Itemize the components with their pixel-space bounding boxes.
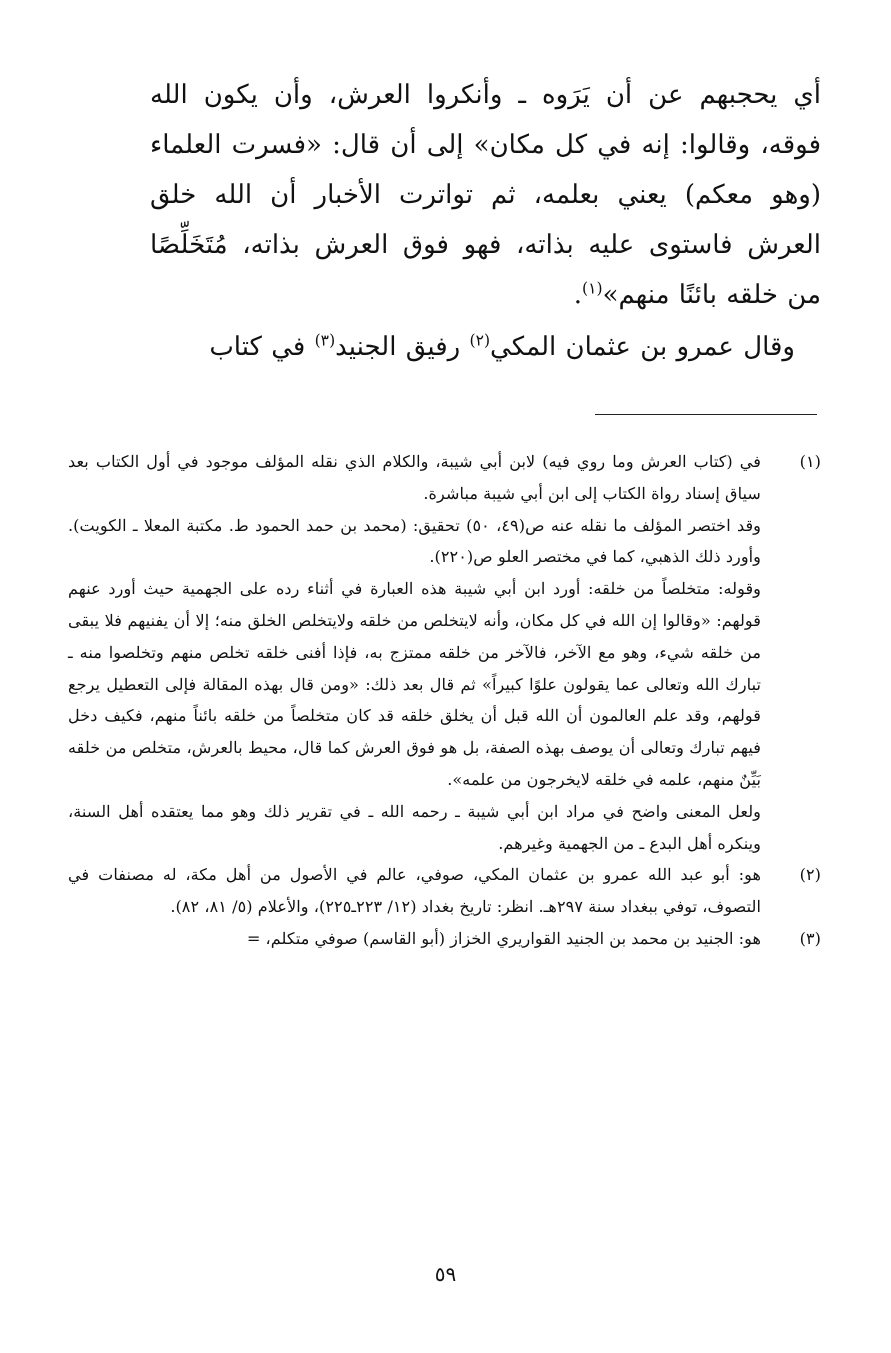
- footnote-paragraph: هو: أبو عبد الله عمرو بن عثمان المكي، صوفي، عالم في الأصول من أهل مكة، له مصنفات في التصوف، توفي ببغداد سنة ٢٩٧هـ. انظر: تاريخ بغداد (١٢/ ٢٢٣ـ٢٢٥)، والأعلام (٥/ ٨١، ٨٢).: [68, 865, 761, 917]
- footnote-divider: [595, 414, 817, 415]
- footnote-number: (٣): [799, 928, 821, 948]
- footnote-paragraph: في (كتاب العرش وما روي فيه) لابن أبي شيبة، والكلام الذي نقله المؤلف موجود في أول الكتاب بعد سياق إسناد رواة الكتاب إلى ابن أبي شيبة مباشرة.: [68, 452, 761, 503]
- footnote-ref-1[interactable]: (١): [582, 279, 603, 298]
- main-paragraph-1-end: .: [573, 280, 582, 310]
- footnote-body: [68, 446, 761, 859]
- footnote-paragraph: وقوله: متخلصاً من خلقه: أورد ابن أبي شيبة هذه العبارة في أثناء رده على الجهمية حيث أورد عنهم قولهم: «وقالوا إن الله في كل مكان، وأنه لايتخلص من خلقه ولايتخلص الخلق منه؛ إلا أن يفنيهم فلا يبقى من خلقه شيء، وهو مع الآخر، فالآخر من خلقه ممتزج به، فإذا أفنى خلقه تخلص منهم وتخلصوا منه ـ تبارك الله وتعالى عما يقولون علوًا كبيراً» ثم قال بعد ذلك: «ومن قال بهذه المقالة فإلى التعطيل يرجع قولهم، وقد علم العالمون أن الله قبل أن يخلق خلقه قد كان متخلصاً من خلقه بائناً منهم، فكيف دخل فيهم تبارك وتعالى أن يوصف بهذه الصفة، بل هو فوق العرش كما قال، محيط بالعرش، متخلص من خلقه بَيِّنٌ منهم، علمه في خلقه لايخرجون من علمه».: [68, 579, 761, 789]
- footnote-number: (٢): [799, 865, 821, 885]
- footnotes: [68, 446, 821, 955]
- footnote-3: [68, 923, 821, 955]
- footnote-paragraph: وقد اختصر المؤلف ما نقله عنه ص(٤٩، ٥٠) تحقيق: (محمد بن حمد الحمود ط. مكتبة المعلا ـ الكويت). وأورد ذلك الذهبي، كما في مختصر العلو ص(٢٢٠).: [68, 515, 762, 567]
- main-paragraph-1: [150, 70, 821, 320]
- footnote-body: [68, 923, 761, 955]
- footnote-2: [68, 859, 821, 923]
- main-paragraph-2: [150, 322, 821, 372]
- footnote-1: [68, 446, 821, 859]
- main-text: [150, 70, 821, 372]
- footnote-paragraph: ولعل المعنى واضح في مراد ابن أبي شيبة ـ رحمه الله ـ في تقرير ذلك وهو مما يعتقده أهل السنة، وينكره أهل البدع ـ من الجهمية وغيرهم.: [68, 801, 761, 853]
- footnote-body: [68, 859, 761, 923]
- main-paragraph-2-text-c: في كتاب: [209, 332, 315, 362]
- footnote-number: (١): [799, 452, 821, 471]
- main-paragraph-1-text: أي يحجبهم عن أن يَرَوه ـ وأنكروا العرش، وأن يكون الله فوقه، وقالوا: إنه في كل مكان» إلى أن قال: «فسرت العلماء (وهو معكم) يعني بعلمه، ثم تواترت الأخبار أن الله خلق العرش فاستوى عليه بذاته، فهو فوق العرش بذاته، مُتَخَلِّصًا من خلقه بائنًا منهم»: [150, 80, 821, 310]
- footnote-paragraph: هو: الجنيد بن محمد بن الجنيد القواريري الخزاز (أبو القاسم) صوفي متكلم، =: [246, 928, 761, 948]
- main-paragraph-2-text-b: رفيق الجنيد: [335, 332, 470, 362]
- page-number: ٥٩: [434, 1262, 457, 1286]
- footnote-ref-3[interactable]: (٣): [314, 331, 336, 350]
- footnote-ref-2[interactable]: (٢): [469, 331, 491, 350]
- main-paragraph-2-text-a: وقال عمرو بن عثمان المكي: [490, 332, 795, 362]
